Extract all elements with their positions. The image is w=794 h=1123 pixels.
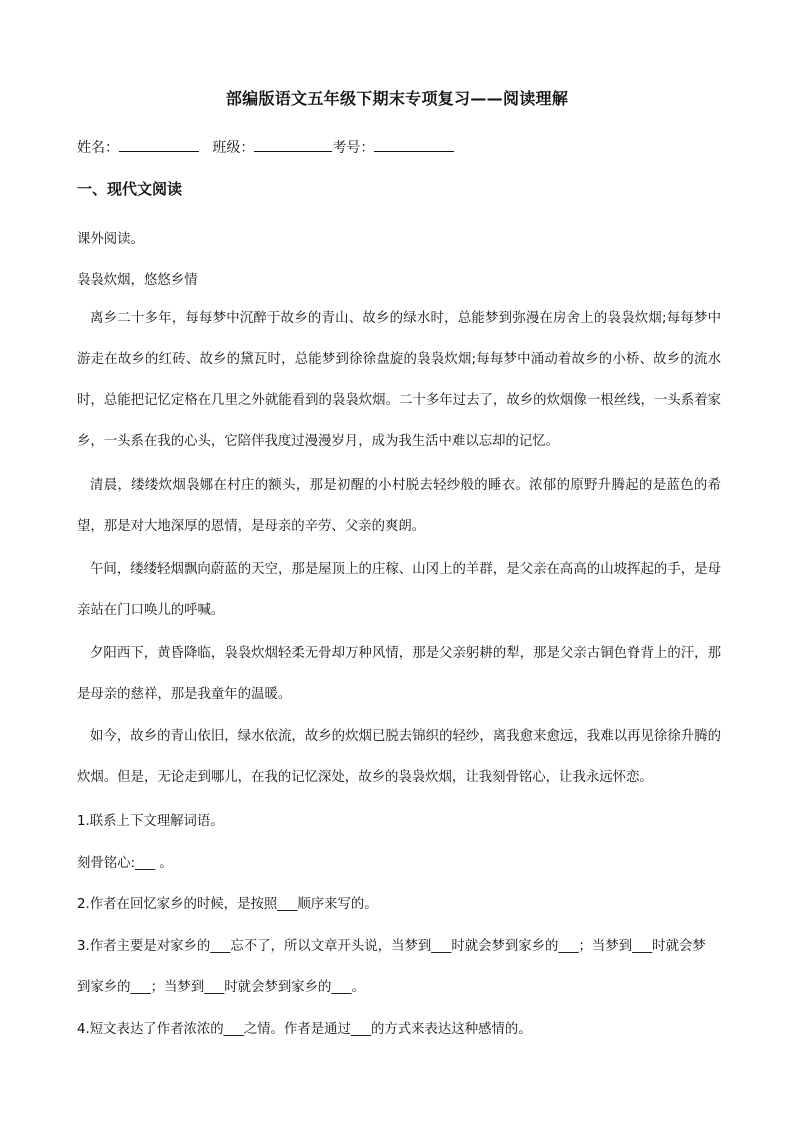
question-3-line-2: 到家乡的___；当梦到___时就会梦到家乡的___。 — [77, 980, 365, 995]
question-3-line-1: 3.作者主要是对家乡的___忘不了，所以文章开头说，当梦到___时就会梦到家乡的___；当梦到___时就会梦 — [77, 939, 706, 954]
name-blank[interactable] — [119, 137, 199, 152]
name-label: 姓名： — [77, 140, 119, 156]
question-1-item: 刻骨铭心:___ 。 — [77, 856, 173, 871]
document-title: 部编版语文五年级下期末专项复习——阅读理解 — [225, 89, 569, 108]
passage-paragraph-2: 清晨，缕缕炊烟袅娜在村庄的额头，那是初醒的小村脱去轻纱般的睡衣。浓郁的原野升腾起的是蓝色的希望，那是对大地深厚的恩情，是母亲的辛劳、父亲的爽朗。 — [77, 478, 721, 534]
question-4: 4.短文表达了作者浓浓的___之情。作者是通过___的方式来表达这种感情的。 — [77, 1022, 532, 1037]
passage-title: 袅袅炊烟，悠悠乡情 — [77, 273, 198, 288]
class-blank[interactable] — [254, 137, 332, 152]
passage-paragraph-3: 午间，缕缕轻烟飘向蔚蓝的天空，那是屋顶上的庄稼、山冈上的羊群，是父亲在高高的山坡挥起的手，是母亲站在门口唤儿的呼喊。 — [77, 562, 721, 618]
reading-intro: 课外阅读。 — [77, 232, 144, 247]
student-info-line — [77, 137, 454, 157]
number-label: 考号： — [332, 140, 375, 156]
passage-paragraph-1: 离乡二十多年，每每梦中沉醉于故乡的青山、故乡的绿水时，总能梦到弥漫在房舍上的袅袅炊烟;每每梦中游走在故乡的红砖、故乡的黛瓦时，总能梦到徐徐盘旋的袅袅炊烟;每每梦中涌动着故乡的小桥、故乡的流水时，总能把记忆定格在几里之外就能看到的袅袅炊烟。二十多年过去了，故乡的炊烟像一根丝线，一头系着家乡，一头系在我的心头，它陪伴我度过漫漫岁月，成为我生活中难以忘却的记忆。 — [77, 311, 721, 449]
question-1: 1.联系上下文理解词语。 — [77, 814, 224, 829]
question-2: 2.作者在回忆家乡的时候，是按照___顺序来写的。 — [77, 897, 378, 912]
number-blank[interactable] — [374, 137, 454, 152]
passage-paragraph-5: 如今，故乡的青山依旧，绿水依流，故乡的炊烟已脱去锦织的轻纱，离我愈来愈远，我难以再见徐徐升腾的炊烟。但是，无论走到哪儿，在我的记忆深处，故乡的袅袅炊烟，让我刻骨铭心，让我永远怀恋。 — [77, 729, 721, 785]
class-label: 班级： — [212, 140, 255, 156]
section-heading: 一、现代文阅读 — [77, 180, 183, 198]
passage-paragraph-4: 夕阳西下，黄昏降临，袅袅炊烟轻柔无骨却万种风情，那是父亲躬耕的犁，那是父亲古铜色脊背上的汗，那是母亲的慈祥，那是我童年的温暖。 — [77, 646, 721, 702]
